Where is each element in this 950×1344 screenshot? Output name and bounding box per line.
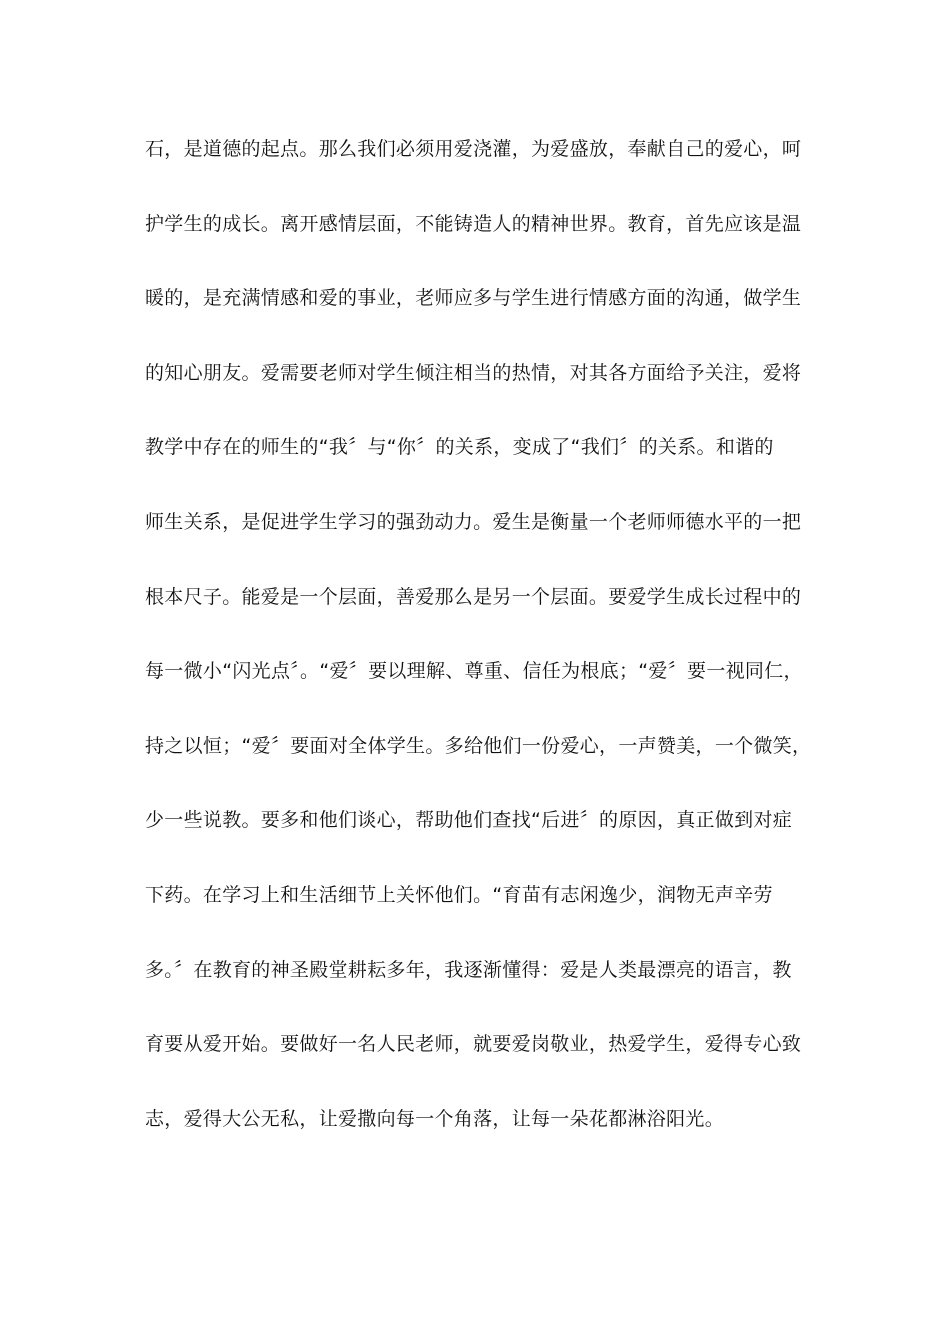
text-line: 教学中存在的师生的“我〞与“你〞的关系，变成了“我们〞的关系。和谐的 [145,436,774,459]
text-line: 下药。在学习上和生活细节上关怀他们。“育苗有志闲逸少，润物无声辛劳 [145,883,773,906]
body-text [145,134,825,1178]
text-line: 少一些说教。要多和他们谈心，帮助他们查找“后进〞的原因，真正做到对症 [145,809,793,832]
text-line: 的知心朋友。爱需要老师对学生倾注相当的热情，对其各方面给予关注，爱将 [145,361,802,384]
text-line: 师生关系，是促进学生学习的强劲动力。爱生是衡量一个老师师德水平的一把 [145,510,802,533]
text-line: 每一微小“闪光点〞。“爱〞要以理解、尊重、信任为根底；“爱〞要一视同仁， [145,660,803,683]
text-line: 护学生的成长。离开感情层面，不能铸造人的精神世界。教育，首先应该是温 [145,212,802,235]
text-line: 持之以恒；“爱〞要面对全体学生。多给他们一份爱心，一声赞美，一个微笑， [145,734,812,757]
text-line: 石，是道德的起点。那么我们必须用爱浇灌，为爱盛放，奉献自己的爱心，呵 [145,138,802,160]
text-line: 志，爱得大公无私，让爱撒向每一个角落，让每一朵花都淋浴阳光。 [145,1107,725,1130]
text-line: 暖的，是充满情感和爱的事业，老师应多与学生进行情感方面的沟通，做学生 [145,287,802,310]
text-line: 多。〞在教育的神圣殿堂耕耘多年，我逐渐懂得：爱是人类最漂亮的语言，教 [145,958,792,981]
text-line: 根本尺子。能爱是一个层面，善爱那么是另一个层面。要爱学生成长过程中的 [145,585,802,608]
text-line: 育要从爱开始。要做好一名人民老师，就要爱岗敬业，热爱学生，爱得专心致 [145,1033,802,1056]
